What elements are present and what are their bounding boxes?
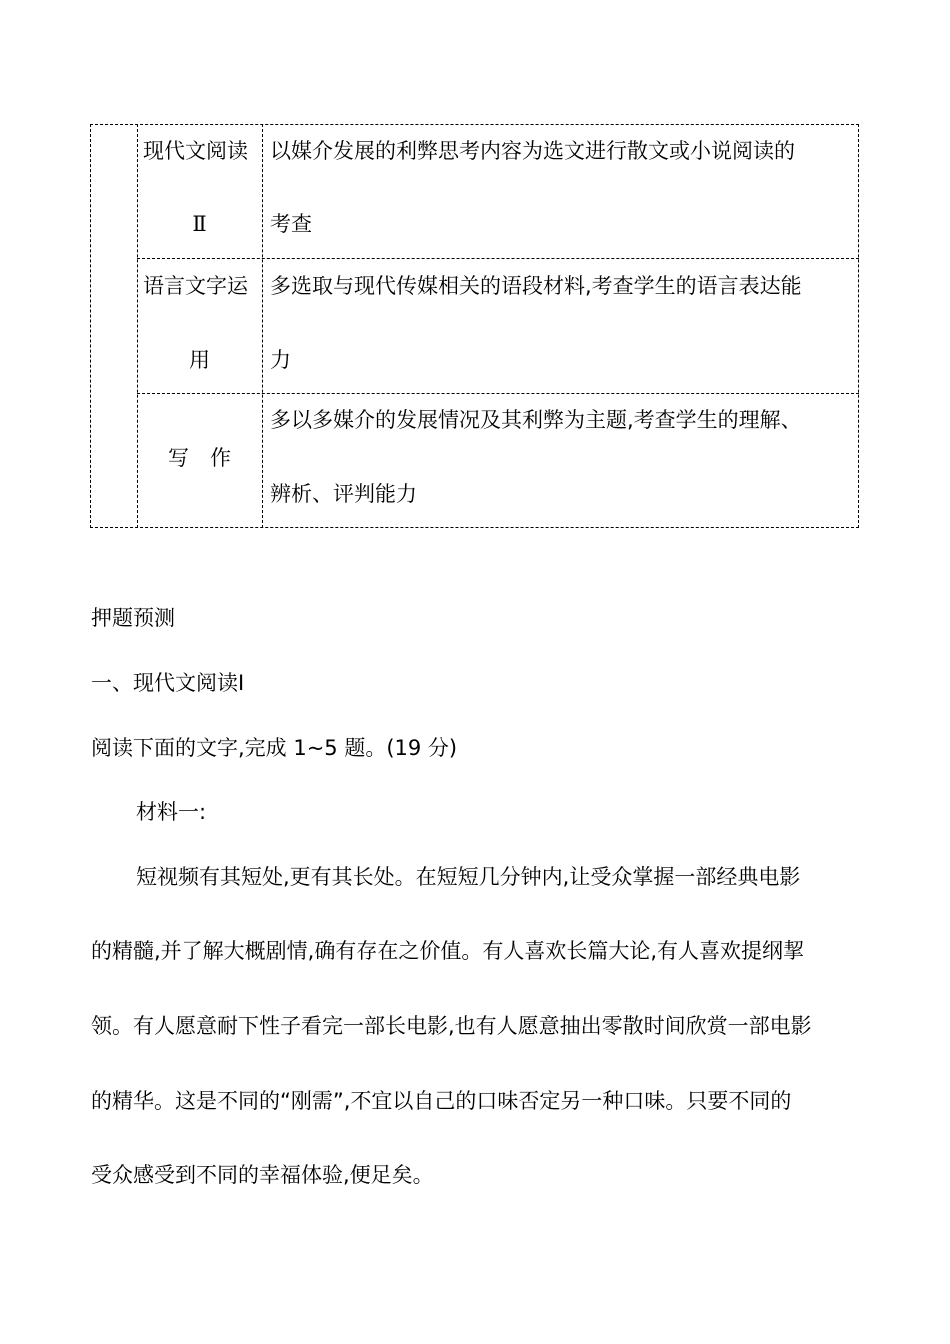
- row1-content-line2: 考查: [270, 212, 312, 236]
- paragraph-line: 的精华。这是不同的“刚需”,不宜以自己的口味否定另一种口味。只要不同的: [91, 1089, 792, 1113]
- table-border-right: [858, 124, 859, 528]
- row2-content-line2: 力: [270, 348, 291, 372]
- row1-label-line2: Ⅱ: [192, 212, 207, 236]
- row2-label-line1: 语言文字运: [143, 274, 248, 298]
- material-label: 材料一:: [136, 800, 207, 824]
- table-border-bottom: [90, 527, 859, 528]
- row1-content-line1: 以媒介发展的利弊思考内容为选文进行散文或小说阅读的: [270, 139, 795, 163]
- table-column-divider: [262, 124, 263, 528]
- row1-label-line1: 现代文阅读: [143, 139, 248, 163]
- table-border-left: [90, 124, 91, 528]
- paragraph-line: 领。有人愿意耐下性子看完一部长电影,也有人愿意抽出零散时间欣赏一部电影: [91, 1014, 812, 1038]
- row2-label-line2: 用: [189, 348, 210, 372]
- topic-table: [90, 124, 859, 528]
- part-heading: 一、现代文阅读Ⅰ: [91, 671, 245, 695]
- table-row-divider: [137, 258, 859, 259]
- paragraph-line: 受众感受到不同的幸福体验,便足矣。: [91, 1163, 434, 1187]
- section-heading: 押题预测: [91, 606, 175, 630]
- table-row-divider: [137, 393, 859, 394]
- instruction-text: 阅读下面的文字,完成 1~5 题。(19 分): [91, 736, 458, 760]
- row3-label: 写 作: [168, 446, 231, 470]
- row3-content-line2: 辨析、评判能力: [270, 482, 417, 506]
- paragraph-line: 的精髓,并了解大概剧情,确有存在之价值。有人喜欢长篇大论,有人喜欢提纲挈: [91, 939, 805, 963]
- table-border-top: [90, 124, 859, 125]
- paragraph-line: 短视频有其短处,更有其长处。在短短几分钟内,让受众掌握一部经典电影: [136, 865, 801, 889]
- row2-content-line1: 多选取与现代传媒相关的语段材料,考查学生的语言表达能: [270, 274, 802, 298]
- row3-content-line1: 多以多媒介的发展情况及其利弊为主题,考查学生的理解、: [270, 408, 802, 432]
